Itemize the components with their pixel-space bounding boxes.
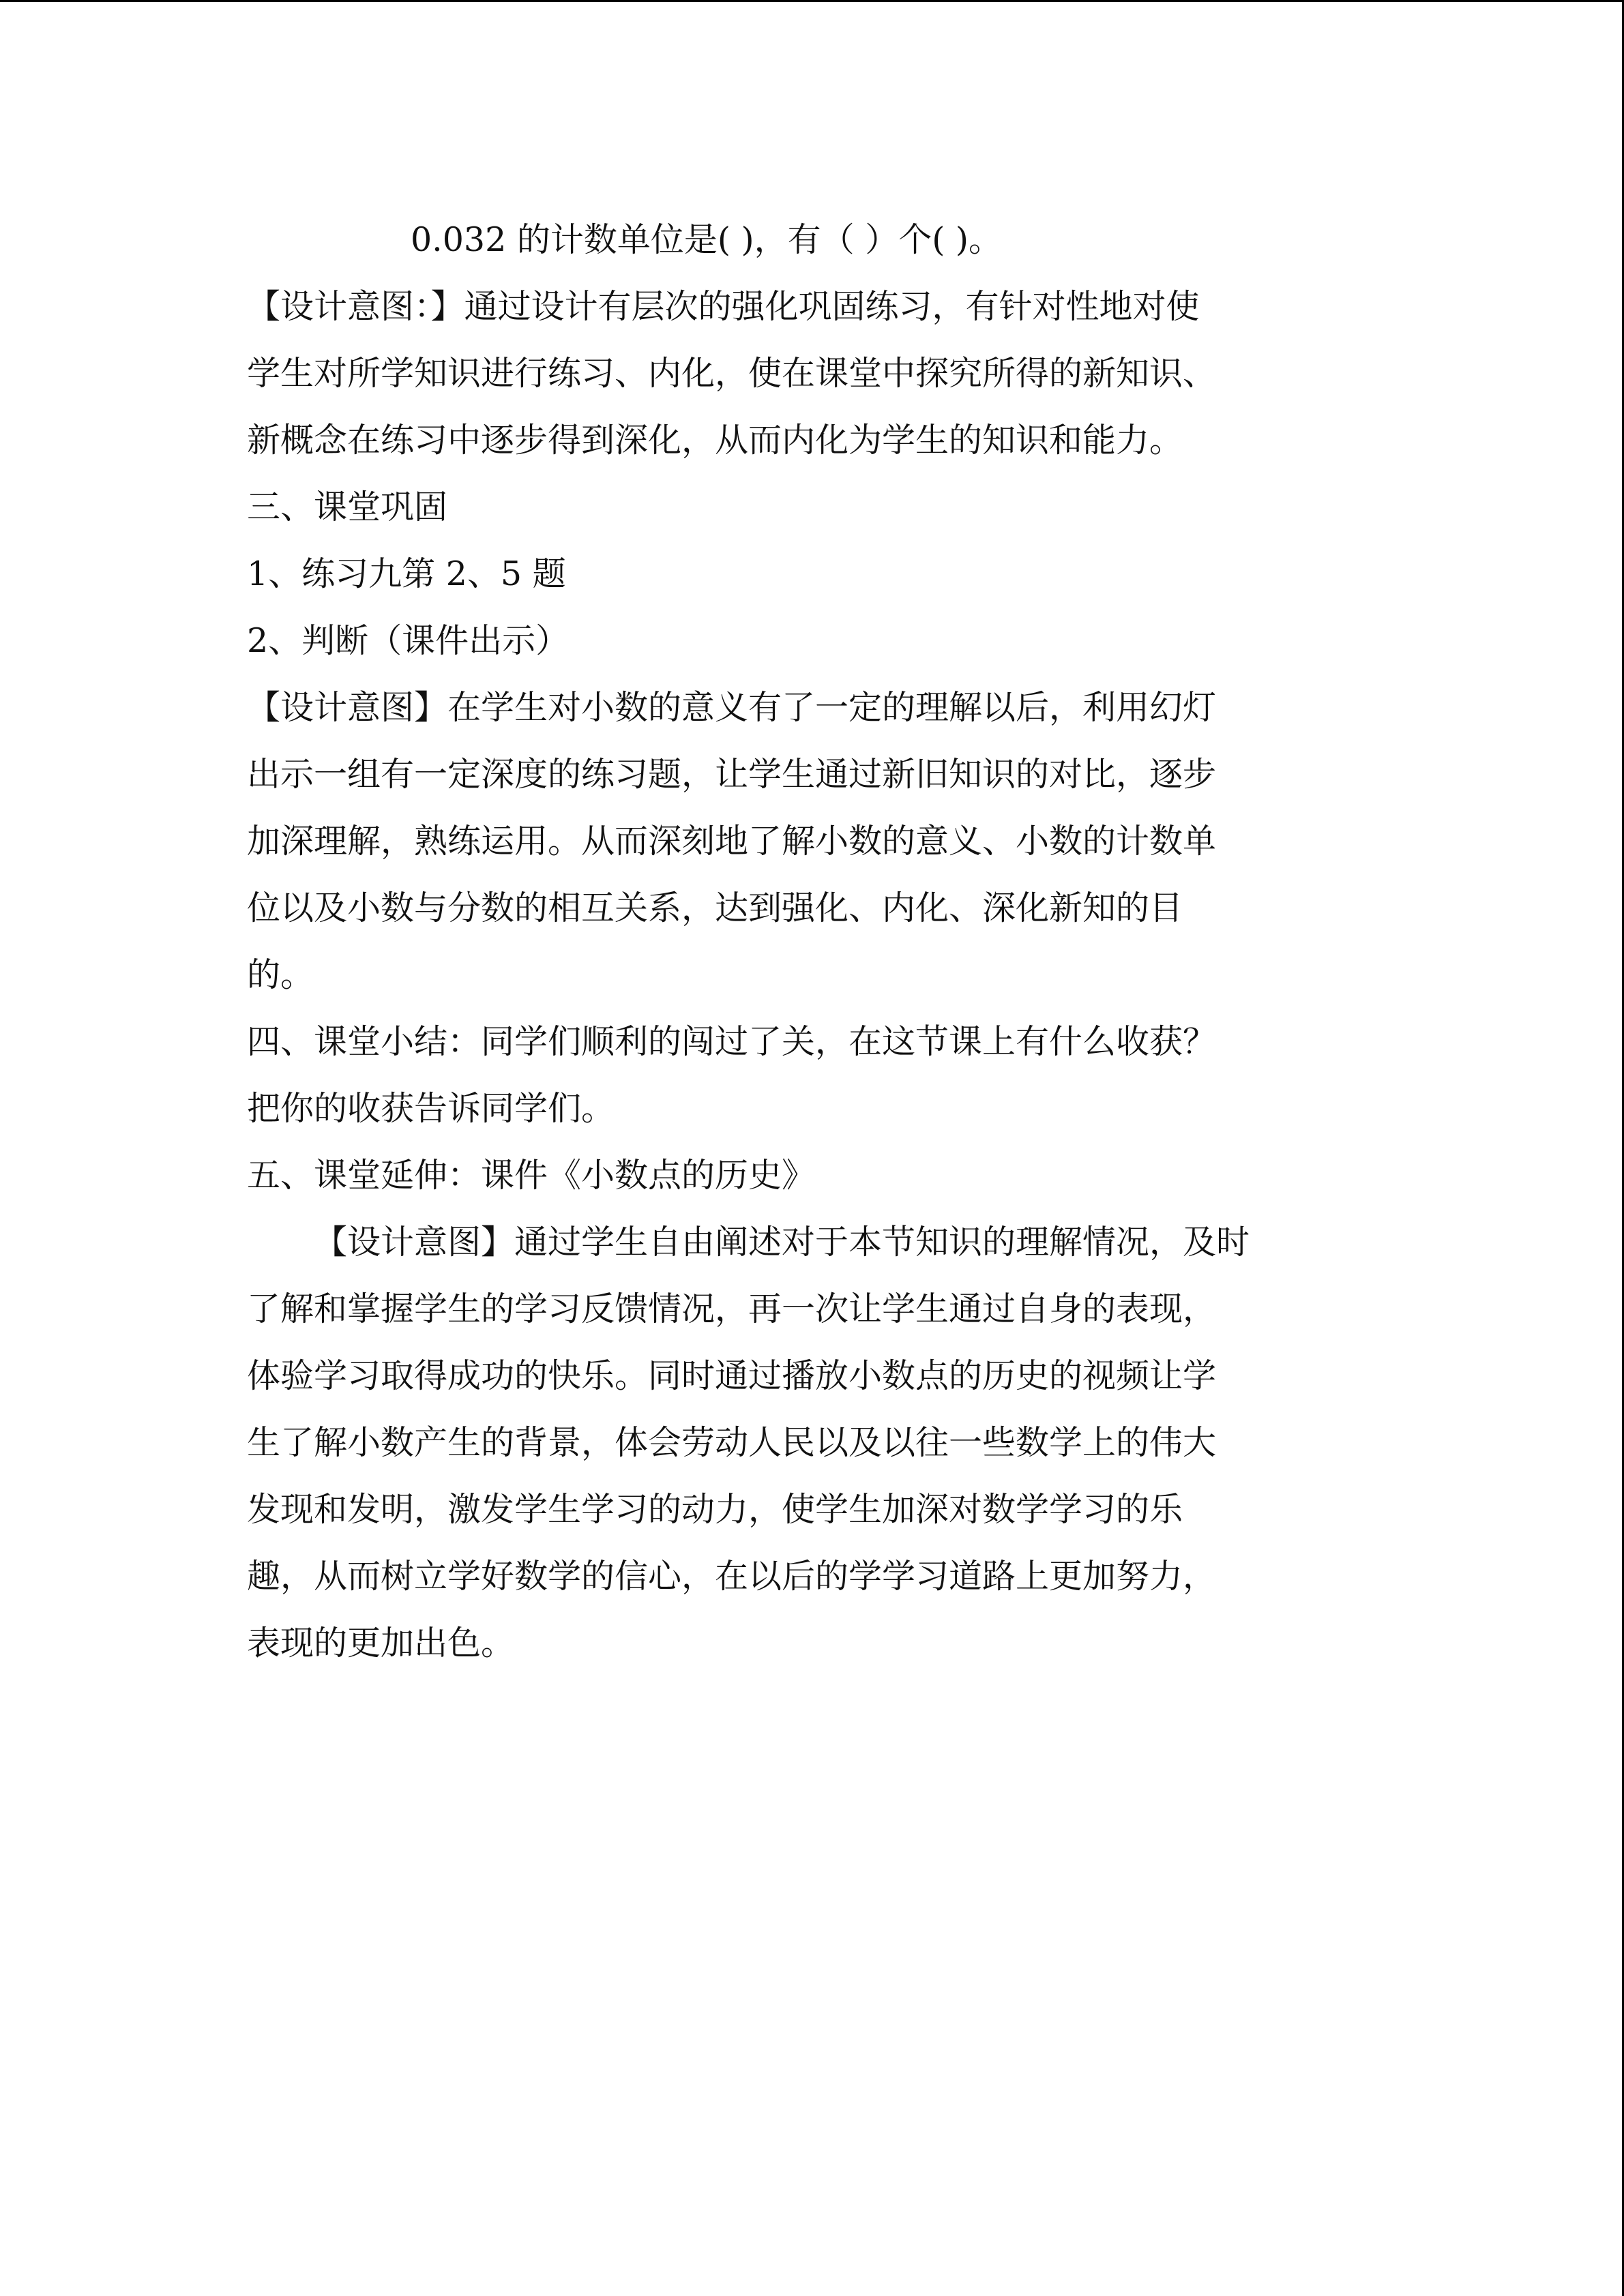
exercise-question: 0.032 的计数单位是( )，有（ ）个( )。	[411, 220, 1003, 259]
section-heading-summary: 把你的收获告诉同学们。	[247, 1089, 615, 1128]
list-item: 2、判断（课件出示）	[247, 621, 570, 660]
design-intent-paragraph-3: 了解和掌握学生的学习反馈情况，再一次让学生通过自身的表现，	[247, 1289, 1217, 1328]
design-intent-paragraph-1: 【设计意图：】通过设计有层次的强化巩固练习，有针对性地对使	[247, 287, 1200, 326]
section-heading-summary: 四、课堂小结：同学们顺利的闯过了关，在这节课上有什么收获？	[247, 1022, 1217, 1061]
design-intent-paragraph-3: 趣，从而树立学好数学的信心，在以后的学学习道路上更加努力，	[247, 1557, 1217, 1596]
list-item: 1、练习九第 2、5 题	[247, 554, 566, 593]
design-intent-paragraph-3: 【设计意图】通过学生自由阐述对于本节知识的理解情况，及时	[314, 1223, 1250, 1262]
section-heading-extension: 五、课堂延伸：课件《小数点的历史》	[247, 1156, 816, 1195]
design-intent-paragraph-2: 的。	[247, 955, 314, 994]
design-intent-paragraph-3: 表现的更加出色。	[247, 1624, 515, 1663]
design-intent-paragraph-1: 新概念在练习中逐步得到深化，从而内化为学生的知识和能力。	[247, 421, 1183, 460]
design-intent-paragraph-2: 【设计意图】在学生对小数的意义有了一定的理解以后，利用幻灯	[247, 688, 1217, 727]
design-intent-paragraph-3: 发现和发明，激发学生学习的动力，使学生加深对数学学习的乐	[247, 1490, 1183, 1529]
document-body	[247, 207, 1379, 1677]
design-intent-paragraph-2: 位以及小数与分数的相互关系，达到强化、内化、深化新知的目	[247, 889, 1183, 927]
section-heading-consolidation: 三、课堂巩固	[247, 488, 448, 526]
design-intent-paragraph-3: 生了解小数产生的背景，体会劳动人民以及以往一些数学上的伟大	[247, 1423, 1217, 1462]
design-intent-paragraph-2: 加深理解，熟练运用。从而深刻地了解小数的意义、小数的计数单	[247, 822, 1217, 861]
design-intent-paragraph-2: 出示一组有一定深度的练习题，让学生通过新旧知识的对比，逐步	[247, 755, 1217, 794]
design-intent-paragraph-3: 体验学习取得成功的快乐。同时通过播放小数点的历史的视频让学	[247, 1356, 1217, 1395]
design-intent-paragraph-1: 学生对所学知识进行练习、内化，使在课堂中探究所得的新知识、	[247, 354, 1217, 393]
